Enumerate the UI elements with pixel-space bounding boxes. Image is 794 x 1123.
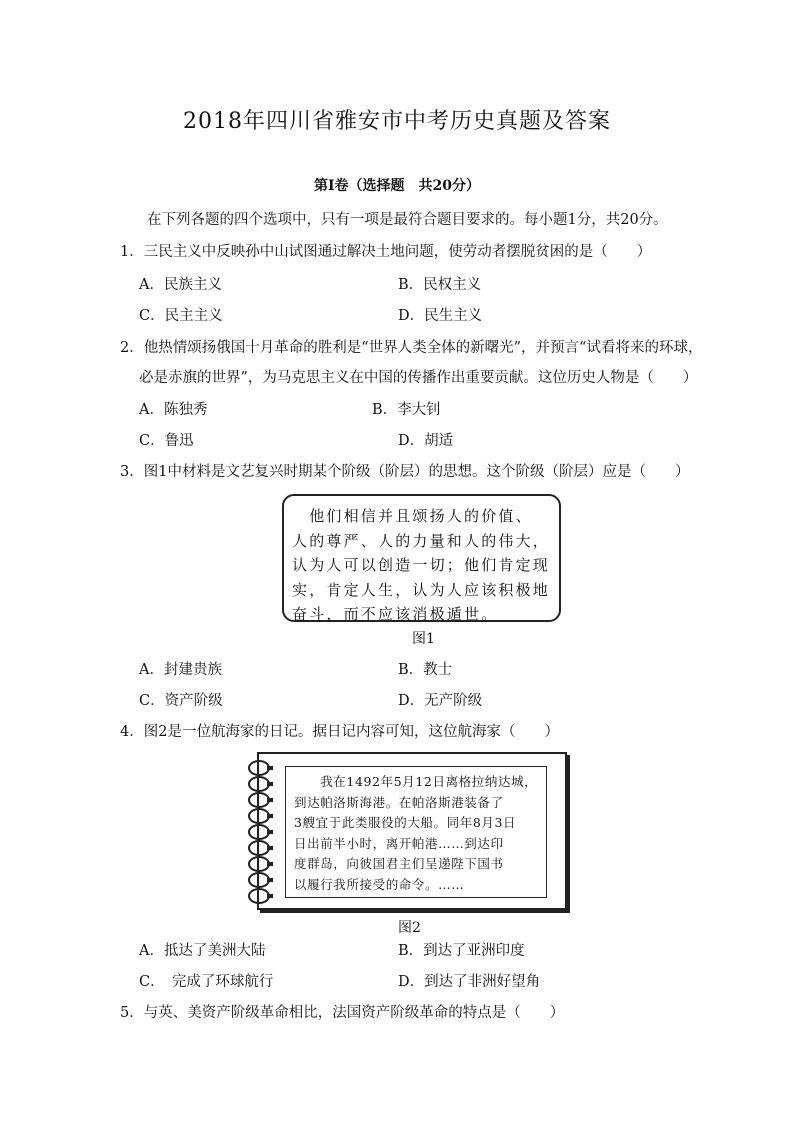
question-2-stem-line-2: 必是赤旗的世界”，为马克思主义在中国的传播作出重要贡献。这位历史人物是（ ）	[139, 370, 698, 386]
figure-2-line: 到达帕洛斯海港。在帕洛斯港装备了	[294, 794, 504, 810]
q2-option-b: B．李大钊	[372, 402, 441, 418]
q3-option-a: A．封建贵族	[139, 662, 222, 678]
figure-2-notebook	[243, 752, 569, 912]
instructions: 在下列各题的四个选项中，只有一项是最符合题目要求的。每小题1分，共20分。	[147, 212, 668, 228]
q1-option-d: D．民生主义	[398, 308, 483, 324]
figure-1-line: 实，肯定人生，认为人应该积极地	[292, 580, 551, 599]
q1-option-c: C．民主主义	[139, 308, 223, 324]
question-4-stem: 4．图2是一位航海家的日记。据日记内容可知，这位航海家（ ）	[120, 724, 559, 740]
figure-2-caption: 图2	[398, 920, 421, 936]
q4-option-b: B．到达了亚洲印度	[398, 943, 525, 959]
question-1-stem: 1．三民主义中反映孙中山试图通过解决土地问题，使劳动者摆脱贫困的是（ ）	[120, 244, 652, 260]
question-3-stem: 3．图1中材料是文艺复兴时期某个阶级（阶层）的思想。这个阶级（阶层）应是（ ）	[120, 464, 690, 480]
page-title: 2018年四川省雅安市中考历史真题及答案	[183, 109, 611, 134]
q4-option-a: A．抵达了美洲大陆	[139, 943, 266, 959]
question-5-stem: 5．与英、美资产阶级革命相比，法国资产阶级革命的特点是（ ）	[120, 1005, 565, 1021]
figure-2-line: 3艘宜于此类服役的大船。同年8月3日	[294, 815, 517, 830]
q3-option-d: D．无产阶级	[398, 693, 483, 709]
q4-option-d: D．到达了非洲好望角	[398, 974, 541, 990]
figure-2-line: 以履行我所接受的命令。……	[294, 876, 465, 892]
q1-option-a: A．民族主义	[139, 277, 222, 293]
q1-option-b: B．民权主义	[398, 277, 482, 293]
q3-option-b: B．教士	[398, 662, 453, 678]
figure-1-quote-box	[282, 494, 561, 622]
figure-1-line: 他们相信并且颂扬人的价值、	[292, 507, 533, 525]
figure-1-line: 认为人可以创造一切；他们肯定现	[292, 556, 551, 574]
q2-option-d: D．胡适	[398, 433, 454, 449]
figure-2-line: 日出前半小时，离开帕港……到达印	[294, 835, 504, 851]
q2-option-c: C．鲁迅	[139, 433, 194, 449]
spiral-binding-icon	[243, 758, 283, 908]
figure-2-line: 我在1492年5月12日离格拉纳达城，	[294, 774, 538, 789]
figure-1-caption: 图1	[412, 631, 435, 647]
q2-option-a: A．陈独秀	[139, 402, 208, 418]
q4-option-c: C． 完成了环球航行	[139, 974, 274, 990]
figure-2-line: 度群岛，向彼国君主们呈递陛下国书	[294, 856, 504, 871]
q3-option-c: C．资产阶级	[139, 693, 223, 709]
figure-2-diary-text	[285, 766, 547, 898]
figure-1-line: 人的尊严、人的力量和人的伟大，	[292, 531, 551, 550]
question-2-stem-line-1: 2．他热情颂扬俄国十月革命的胜利是“世界人类全体的新曙光”，并预言“试看将来的环球，	[120, 340, 703, 356]
section-heading: 第Ⅰ卷（选择题 共20分）	[313, 178, 481, 194]
figure-1-line: 奋斗，而不应该消极遁世。	[292, 605, 499, 623]
